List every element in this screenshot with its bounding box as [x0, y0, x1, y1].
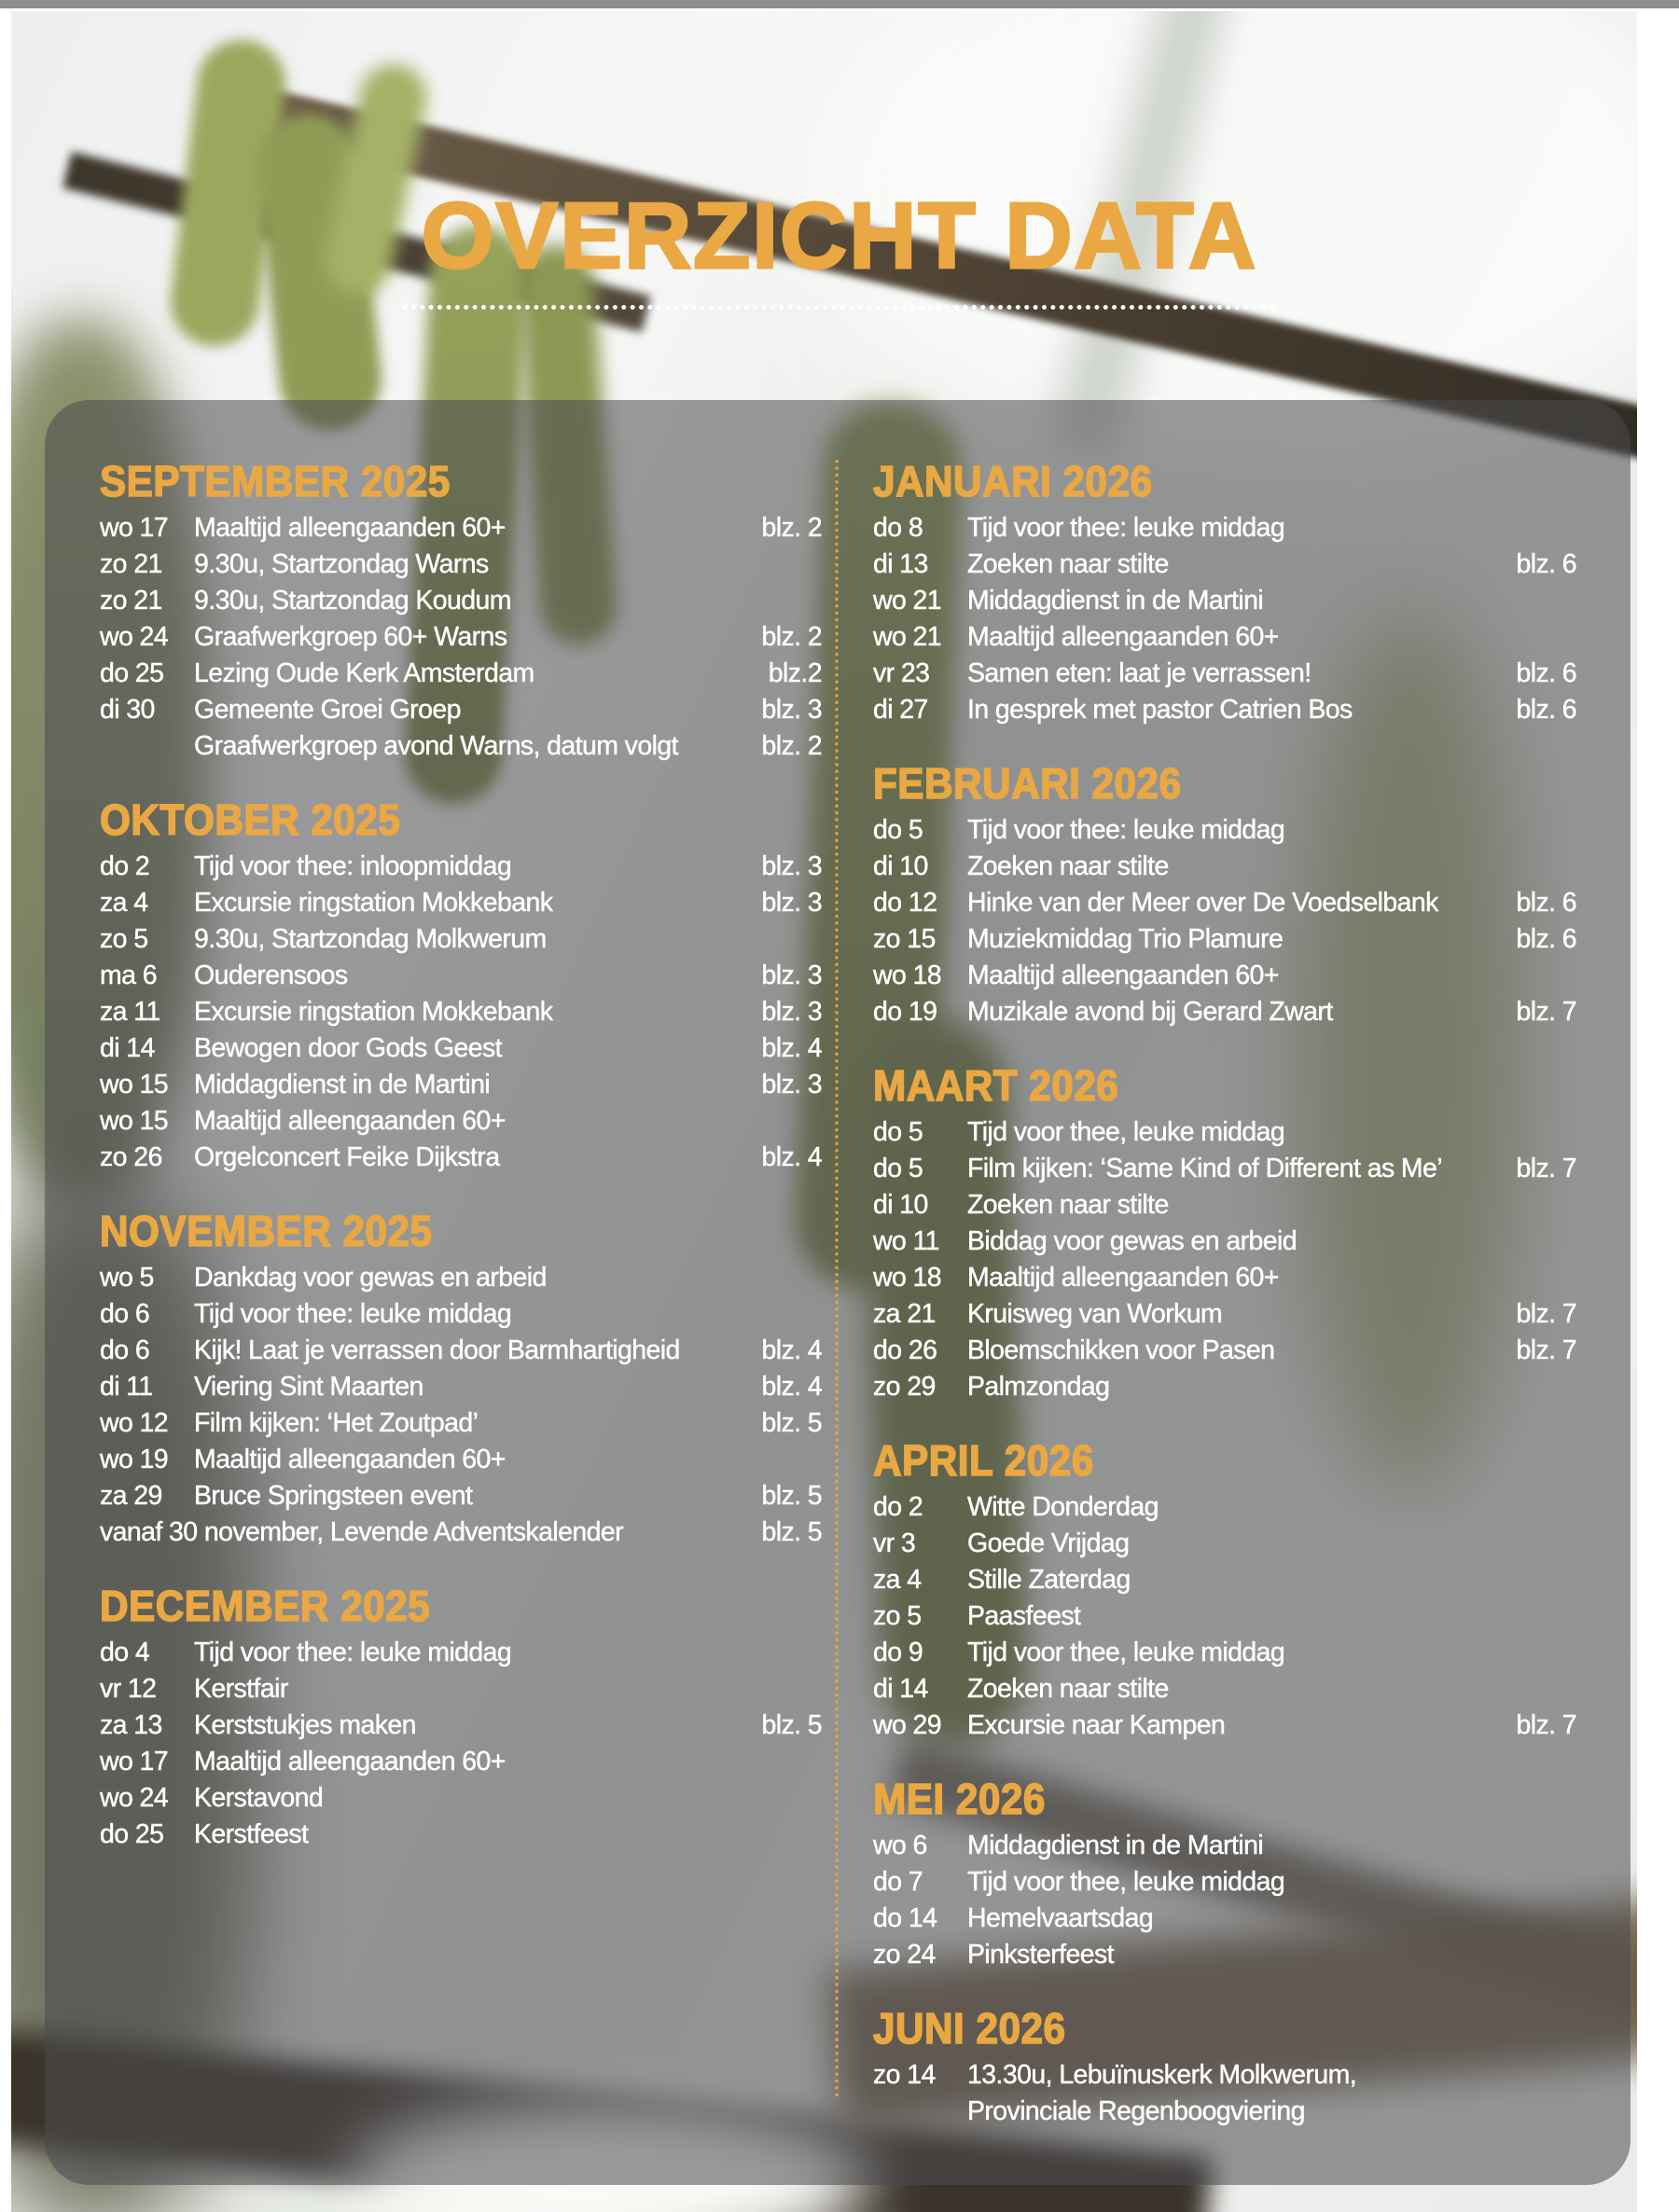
event-date: wo 17 — [100, 513, 169, 543]
event-page: blz. 7 — [1516, 1299, 1576, 1329]
event-row — [100, 1140, 822, 1176]
month-section — [873, 1777, 1576, 1973]
event-date: do 2 — [100, 851, 150, 881]
event-page: blz. 7 — [1516, 997, 1576, 1027]
event-date: do 14 — [873, 1903, 937, 1933]
event-row — [100, 1405, 822, 1442]
event-date: wo 29 — [873, 1710, 942, 1740]
month-header: DECEMBER 2025 — [100, 1582, 431, 1630]
event-label: Palmzondag — [967, 1372, 1110, 1402]
event-date: do 4 — [100, 1638, 150, 1667]
event-page: blz. 5 — [761, 1710, 822, 1740]
month-header: MEI 2026 — [873, 1775, 1046, 1823]
event-row — [100, 1707, 822, 1744]
event-label: Hemelvaartsdag — [967, 1903, 1154, 1933]
event-row — [873, 1937, 1576, 1973]
event-row — [873, 1489, 1576, 1526]
event-date: wo 5 — [100, 1263, 154, 1293]
event-page: blz. 7 — [1516, 1710, 1576, 1740]
event-row — [100, 994, 822, 1030]
event-label: Zoeken naar stilte — [967, 1190, 1169, 1220]
event-label: Gemeente Groei Groep — [194, 695, 461, 725]
event-label: Muzikale avond bij Gerard Zwart — [967, 997, 1333, 1027]
event-page: blz. 5 — [761, 1517, 822, 1547]
event-row — [873, 1864, 1576, 1901]
event-row — [100, 1780, 822, 1817]
month-header: APRIL 2026 — [873, 1436, 1094, 1485]
column-divider-dotted — [834, 458, 840, 2099]
event-label: Excursie naar Kampen — [967, 1710, 1226, 1740]
event-label: Kruisweg van Workum — [967, 1299, 1223, 1329]
event-label: Kerstfair — [194, 1674, 288, 1704]
event-row — [100, 849, 822, 885]
event-label: Bloemschikken voor Pasen — [967, 1335, 1275, 1365]
event-page: blz. 6 — [1516, 888, 1576, 918]
event-row — [100, 1333, 822, 1369]
event-page: blz. 6 — [1516, 695, 1576, 725]
event-label: Zoeken naar stilte — [967, 851, 1169, 881]
event-label: Middagdienst in de Martini — [967, 1831, 1264, 1860]
event-row — [873, 1224, 1576, 1260]
event-date: wo 24 — [100, 622, 169, 652]
event-row — [100, 1442, 822, 1478]
event-label: Tijd voor thee, leuke middag — [967, 1117, 1285, 1147]
event-page: blz. 3 — [761, 695, 822, 725]
event-row — [873, 1526, 1576, 1562]
event-label: Zoeken naar stilte — [967, 1674, 1169, 1704]
event-page: blz. 3 — [761, 997, 822, 1027]
event-date: di 10 — [873, 851, 928, 881]
event-page: blz. 5 — [761, 1481, 822, 1511]
event-row — [873, 510, 1576, 546]
event-row — [100, 1369, 822, 1405]
event-row — [873, 921, 1576, 958]
event-row — [873, 656, 1576, 692]
event-label: Orgelconcert Feike Dijkstra — [194, 1142, 500, 1172]
event-row — [873, 1828, 1576, 1864]
event-label: Film kijken: ‘Same Kind of Different as Me’ — [967, 1154, 1443, 1183]
event-row — [100, 1635, 822, 1671]
event-date: wo 15 — [100, 1070, 169, 1099]
event-page: blz. 4 — [761, 1142, 822, 1172]
event-date: do 7 — [873, 1867, 923, 1897]
event-date: wo 18 — [873, 1263, 942, 1293]
event-row — [873, 885, 1576, 921]
event-label: Middagdienst in de Martini — [194, 1070, 491, 1099]
event-date: di 13 — [873, 549, 928, 579]
event-page: blz. 6 — [1516, 549, 1576, 579]
event-date: za 4 — [100, 888, 148, 918]
event-date: zo 26 — [100, 1142, 162, 1172]
event-date: do 25 — [100, 1819, 164, 1849]
event-row — [100, 583, 822, 619]
event-page: blz. 6 — [1516, 658, 1576, 688]
event-row — [873, 1707, 1576, 1744]
event-label: Tijd voor thee: leuke middag — [967, 815, 1285, 845]
event-label: 13.30u, Lebuïnuskerk Molkwerum, — [967, 2060, 1357, 2090]
event-page: blz. 2 — [761, 622, 822, 652]
event-date: do 8 — [873, 513, 923, 543]
event-date: ma 6 — [100, 961, 157, 990]
event-row — [100, 1817, 822, 1853]
event-row — [873, 812, 1576, 849]
event-row — [873, 1598, 1576, 1635]
month-header: SEPTEMBER 2025 — [100, 457, 451, 505]
event-row — [100, 1296, 822, 1333]
month-section — [100, 1584, 822, 1853]
event-label: Dankdag voor gewas en arbeid — [194, 1263, 547, 1293]
event-row — [873, 1114, 1576, 1151]
event-row — [100, 1744, 822, 1780]
event-date: wo 24 — [100, 1783, 169, 1813]
event-label: Maaltijd alleengaanden 60+ — [967, 1263, 1279, 1293]
event-label: Middagdienst in de Martini — [967, 586, 1264, 615]
title-dotted-divider — [401, 304, 1278, 311]
event-date: zo 15 — [873, 924, 936, 954]
event-date: zo 5 — [100, 924, 148, 954]
event-label: Tijd voor thee: leuke middag — [194, 1299, 512, 1329]
event-label: Tijd voor thee: leuke middag — [194, 1638, 512, 1667]
event-row — [873, 1901, 1576, 1937]
event-date: vr 23 — [873, 658, 930, 688]
event-label: Samen eten: laat je verrassen! — [967, 658, 1311, 688]
event-date: zo 21 — [100, 549, 162, 579]
event-row — [100, 546, 822, 583]
event-date: wo 21 — [873, 622, 942, 652]
event-label: Kerstavond — [194, 1783, 324, 1813]
event-label: Tijd voor thee, leuke middag — [967, 1638, 1285, 1667]
event-label: Provinciale Regenboogviering — [967, 2096, 1305, 2126]
event-row — [873, 2094, 1576, 2130]
event-label: Goede Vrijdag — [967, 1528, 1130, 1558]
event-label: Viering Sint Maarten — [194, 1372, 423, 1402]
month-section — [873, 2004, 1576, 2130]
event-label: Maaltijd alleengaanden 60+ — [967, 622, 1279, 652]
month-section — [100, 457, 822, 765]
event-date: di 10 — [873, 1190, 928, 1220]
event-label: 9.30u, Startzondag Warns — [194, 549, 489, 579]
event-row — [873, 1151, 1576, 1187]
event-row — [100, 656, 822, 692]
event-row — [100, 1478, 822, 1514]
event-row — [100, 958, 822, 994]
event-row — [873, 2057, 1576, 2094]
event-date: do 6 — [100, 1299, 150, 1329]
event-label: Kerststukjes maken — [194, 1710, 416, 1740]
event-row — [873, 1296, 1576, 1333]
event-label: Tijd voor thee: leuke middag — [967, 513, 1285, 543]
event-date: za 21 — [873, 1299, 936, 1329]
month-section — [873, 759, 1576, 1030]
month-header: NOVEMBER 2025 — [100, 1207, 433, 1255]
month-section — [100, 1207, 822, 1551]
event-row — [873, 1260, 1576, 1296]
event-date: do 19 — [873, 997, 937, 1027]
events-panel — [45, 400, 1630, 2185]
event-page: blz. 2 — [761, 513, 822, 543]
month-section — [873, 1061, 1576, 1405]
event-label: Maaltijd alleengaanden 60+ — [967, 961, 1279, 990]
event-date: za 13 — [100, 1710, 162, 1740]
event-date: di 27 — [873, 695, 928, 725]
event-label: Kijk! Laat je verrassen door Barmhartigheid — [194, 1335, 680, 1365]
event-page: blz. 5 — [761, 1408, 822, 1438]
event-label: Maaltijd alleengaanden 60+ — [194, 513, 506, 543]
event-date: di 14 — [873, 1674, 928, 1704]
event-page: blz.2 — [768, 658, 822, 688]
event-row — [873, 849, 1576, 885]
event-label: Excursie ringstation Mokkebank — [194, 888, 553, 918]
event-date: vr 12 — [100, 1674, 157, 1704]
event-date: do 5 — [873, 815, 923, 845]
event-label: In gesprek met pastor Catrien Bos — [967, 695, 1353, 725]
event-label: vanaf 30 november, Levende Adventskalender — [100, 1517, 624, 1547]
event-date: wo 15 — [100, 1106, 169, 1136]
event-date: za 4 — [873, 1565, 922, 1595]
event-date: zo 14 — [873, 2060, 936, 2090]
event-row — [873, 958, 1576, 994]
event-date: di 14 — [100, 1033, 155, 1063]
event-date: wo 21 — [873, 586, 942, 615]
event-date: za 11 — [100, 997, 160, 1027]
event-date: zo 24 — [873, 1940, 936, 1970]
event-label: Tijd voor thee, leuke middag — [967, 1867, 1285, 1897]
event-date: do 25 — [100, 658, 164, 688]
events-column-left — [100, 457, 822, 1887]
event-label: Kerstfeest — [194, 1819, 309, 1849]
event-label: Hinke van der Meer over De Voedselbank — [967, 888, 1438, 918]
month-header: OKTOBER 2025 — [100, 795, 401, 844]
event-date: vr 3 — [873, 1528, 916, 1558]
event-label: Excursie ringstation Mokkebank — [194, 997, 553, 1027]
event-label: Witte Donderdag — [967, 1492, 1159, 1522]
event-label: Graafwerkgroep 60+ Warns — [194, 622, 507, 652]
event-label: Pinksterfeest — [967, 1940, 1114, 1970]
title-block — [0, 184, 1679, 288]
month-section — [100, 795, 822, 1176]
event-page: blz. 3 — [761, 961, 822, 990]
event-label: Bruce Springsteen event — [194, 1481, 473, 1511]
event-row — [100, 1103, 822, 1140]
event-row — [100, 1067, 822, 1103]
event-row — [100, 1260, 822, 1296]
event-label: Tijd voor thee: inloopmiddag — [194, 851, 512, 881]
event-row — [873, 546, 1576, 583]
event-row — [100, 619, 822, 656]
event-page: blz. 7 — [1516, 1335, 1576, 1365]
event-date: do 12 — [873, 888, 937, 918]
page-title: OVERZICHT DATA — [421, 184, 1258, 288]
event-date: wo 6 — [873, 1831, 927, 1860]
event-label: Paasfeest — [967, 1601, 1081, 1631]
event-label: Film kijken: ‘Het Zoutpad’ — [194, 1408, 479, 1438]
event-page: blz. 2 — [761, 731, 822, 761]
event-label: Graafwerkgroep avond Warns, datum volgt — [194, 731, 678, 761]
event-row — [100, 1514, 822, 1551]
event-date: zo 21 — [100, 586, 162, 615]
event-date: do 6 — [100, 1335, 150, 1365]
event-row — [873, 1671, 1576, 1707]
event-row — [100, 921, 822, 958]
event-page: blz. 3 — [761, 888, 822, 918]
page-top-edge — [0, 0, 1679, 8]
month-header: JUNI 2026 — [873, 2004, 1066, 2053]
event-row — [873, 994, 1576, 1030]
event-date: do 5 — [873, 1154, 923, 1183]
event-label: Stille Zaterdag — [967, 1565, 1131, 1595]
event-date: wo 17 — [100, 1747, 169, 1777]
event-label: 9.30u, Startzondag Molkwerum — [194, 924, 547, 954]
event-date: do 9 — [873, 1638, 923, 1667]
event-label: Muziekmiddag Trio Plamure — [967, 924, 1284, 954]
month-header: JANUARI 2026 — [873, 457, 1153, 505]
event-label: Maaltijd alleengaanden 60+ — [194, 1445, 506, 1474]
event-label: Maaltijd alleengaanden 60+ — [194, 1747, 506, 1777]
event-row — [100, 510, 822, 546]
event-date: zo 29 — [873, 1372, 936, 1402]
event-label: Zoeken naar stilte — [967, 549, 1169, 579]
event-row — [873, 583, 1576, 619]
event-page: blz. 4 — [761, 1335, 822, 1365]
month-header: MAART 2026 — [873, 1061, 1119, 1110]
month-section — [873, 457, 1576, 728]
event-page: blz. 6 — [1516, 924, 1576, 954]
event-page: blz. 3 — [761, 851, 822, 881]
event-page: blz. 4 — [761, 1372, 822, 1402]
event-row — [873, 619, 1576, 656]
event-label: 9.30u, Startzondag Koudum — [194, 586, 511, 615]
event-row — [873, 692, 1576, 728]
event-page: blz. 4 — [761, 1033, 822, 1063]
event-date: wo 12 — [100, 1408, 169, 1438]
event-date: wo 11 — [873, 1226, 939, 1256]
event-row — [873, 1333, 1576, 1369]
event-row — [873, 1187, 1576, 1224]
event-date: wo 18 — [873, 961, 942, 990]
event-page: blz. 7 — [1516, 1154, 1576, 1183]
event-row — [873, 1562, 1576, 1598]
event-row — [100, 728, 822, 765]
month-header: FEBRUARI 2026 — [873, 759, 1182, 808]
event-row — [100, 885, 822, 921]
event-row — [873, 1369, 1576, 1405]
event-date: di 11 — [100, 1372, 153, 1402]
event-row — [100, 692, 822, 728]
event-label: Biddag voor gewas en arbeid — [967, 1226, 1297, 1256]
event-date: wo 19 — [100, 1445, 169, 1474]
event-row — [873, 1635, 1576, 1671]
event-label: Lezing Oude Kerk Amsterdam — [194, 658, 534, 688]
event-date: do 2 — [873, 1492, 923, 1522]
month-section — [873, 1436, 1576, 1744]
event-date: zo 5 — [873, 1601, 922, 1631]
event-date: di 30 — [100, 695, 155, 725]
event-page: blz. 3 — [761, 1070, 822, 1099]
event-date: do 5 — [873, 1117, 923, 1147]
event-date: do 26 — [873, 1335, 937, 1365]
event-date: za 29 — [100, 1481, 162, 1511]
event-row — [100, 1030, 822, 1067]
event-row — [100, 1671, 822, 1707]
events-column-right — [873, 457, 1576, 2164]
event-label: Maaltijd alleengaanden 60+ — [194, 1106, 506, 1136]
event-label: Ouderensoos — [194, 961, 348, 990]
event-label: Bewogen door Gods Geest — [194, 1033, 502, 1063]
